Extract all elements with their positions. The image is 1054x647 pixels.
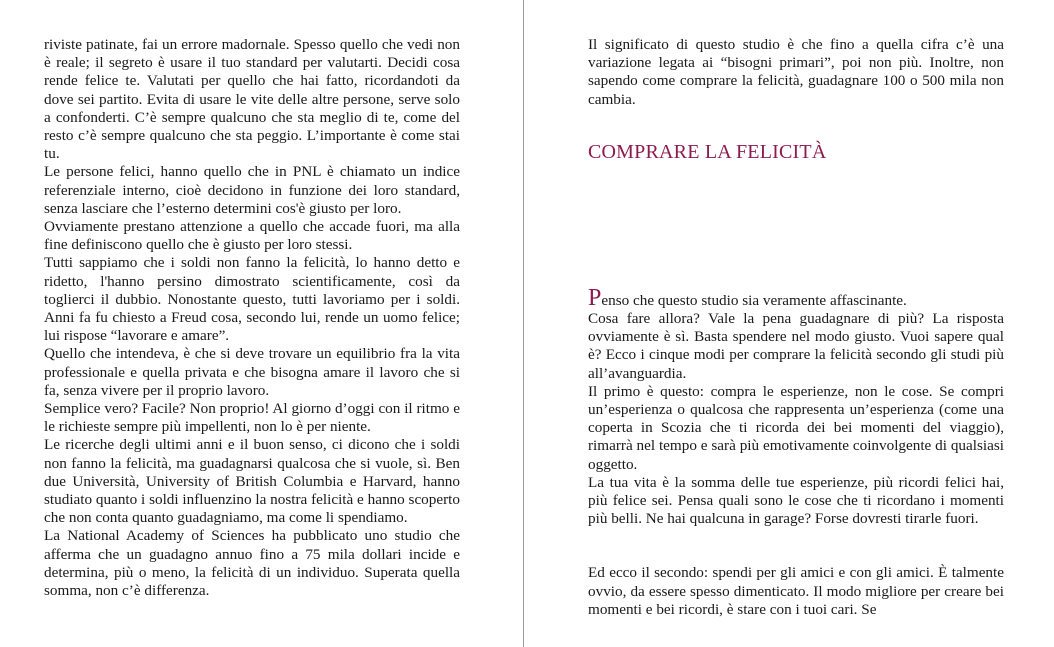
- right-last-paragraph: Ed ecco il secondo: spendi per gli amici e con gli amici. È talmente ovvio, da essere spesso dimenticato. Il modo migliore per creare bei momenti e bei ricordi, è stare con i tuoi cari. Se: [588, 564, 1004, 618]
- left-paragraph-4: Tutti sappiamo che i soldi non fanno la felicità, lo hanno detto e ridetto, l'hanno persino dimostrato scientificamente, così da toglierci il dubbio. Nonostante questo, tutti lavoriamo per i soldi. Anni fa fu chiesto a Freud cosa, secondo lui, rende un uomo felice; lui rispose “lavorare e amare”.: [44, 254, 460, 345]
- drop-cap: P: [588, 284, 602, 311]
- right-paragraph-1: Cosa fare allora? Vale la pena guadagnare di più? La risposta ovviamente è sì. Basta spendere nel modo giusto. Vuoi sapere qual è? Ecco i cinque modi per comprare la felicità secondo gli studi più all’avanguardia.: [588, 310, 1004, 382]
- spacer: [588, 165, 1004, 289]
- right-text-column: [588, 36, 1004, 619]
- right-intro-paragraph: Il significato di questo studio è che fino a quella cifra c’è una variazione legata ai “bisogni primari”, poi non più. Inoltre, non sapendo come comprare la felicità, guadagnare 100 o 500 mila non cambia.: [588, 36, 1004, 108]
- left-paragraph-2: Le persone felici, hanno quello che in PNL è chiamato un indice referenziale interno, cioè decidono in funzione dei loro standard, senza lasciare che l’esterno determini cos'è giusto per loro.: [44, 163, 460, 217]
- left-paragraph-7: Le ricerche degli ultimi anni e il buon senso, ci dicono che i soldi non fanno la felicità, ma guadagnarsi qualcosa che si vuole, sì. Ben due Università, University of British Columbia e Harvard, hanno studiato quanto i soldi influenzino la nostra felicità e hanno scoperto che non conta quanto guadagniamo, ma come li spendiamo.: [44, 436, 460, 527]
- right-paragraph-2: Il primo è questo: compra le esperienze, non le cose. Se compri un’esperienza o qualcosa che rappresenta un’esperienza (come una coperta in Scozia che ti ricorda dei bei momenti del viaggio), rimarrà nel tempo e sarà più emotivamente coinvolgente di qualsiasi oggetto.: [588, 382, 1004, 473]
- left-paragraph-1: riviste patinate, fai un errore madornale. Spesso quello che vedi non è reale; il segreto è usare il tuo standard per valutarti. Decidi cosa rende felice te. Valutati per quello che hai fatto, ricordandoti da dove sei partito. Evita di usare le vite delle altre persone, serve solo a confonderti. C’è sempre qualcuno che sta meglio di te, come del resto c’è sempre qualcuno che sta peggio. L’importante è come stai tu.: [44, 36, 460, 163]
- first-paragraph-text: enso che questo studio sia veramente affascinante.: [601, 291, 907, 309]
- right-page: [524, 0, 1054, 647]
- section-heading: COMPRARE LA FELICITÀ: [588, 140, 827, 163]
- left-text-column: [44, 36, 460, 600]
- left-paragraph-6: Semplice vero? Facile? Non proprio! Al giorno d’oggi con il ritmo e le richieste sempre più impellenti, non lo è per niente.: [44, 400, 460, 436]
- right-paragraph-3: La tua vita è la somma delle tue esperienze, più ricordi felici hai, più felice sei. Pensa quali sono le cose che ti ricordano i momenti più belli. Ne hai qualcuna in garage? Forse dovresti tirarle fuori.: [588, 473, 1004, 528]
- left-page: [0, 0, 523, 647]
- right-first-paragraph: [588, 284, 1004, 311]
- spacer: [588, 528, 1004, 564]
- left-paragraph-5: Quello che intendeva, è che si deve trovare un equilibrio fra la vita professionale e quella privata e che bisogna amare il lavoro che si fa, senza vivere per il proprio lavoro.: [44, 345, 460, 399]
- left-paragraph-8: La National Academy of Sciences ha pubblicato uno studio che afferma che un guadagno annuo fino a 75 mila dollari incide e determina, più o meno, la felicità di un individuo. Superata quella somma, non c’è differenza.: [44, 527, 460, 600]
- left-paragraph-3: Ovviamente prestano attenzione a quello che accade fuori, ma alla fine definiscono quello che è giusto per loro stessi.: [44, 218, 460, 254]
